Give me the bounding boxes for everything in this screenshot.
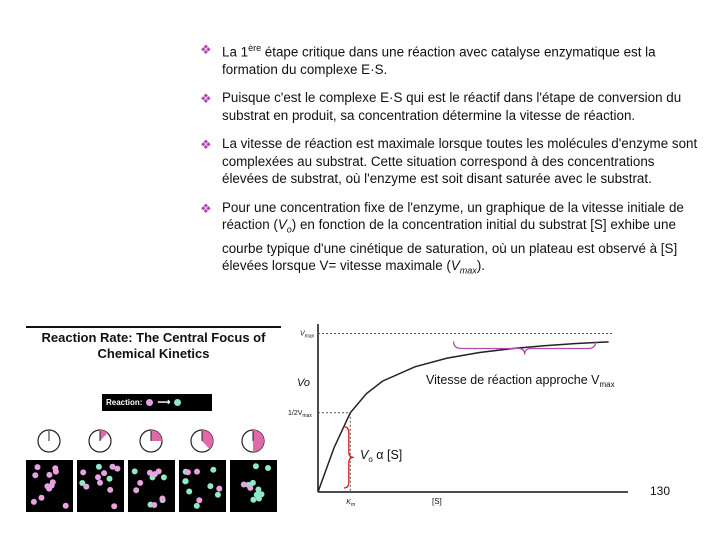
linear-region-brace — [344, 427, 354, 488]
molecule-dot — [253, 463, 259, 469]
linear-annotation: $V_o$ α [S] — [360, 448, 403, 464]
molecule-dot — [151, 502, 157, 508]
y-tick-vmax: $V_{max}$ — [300, 330, 315, 340]
bullet-text-part: Pour une concentration fixe de l'enzyme, un graphique de la vitesse initiale de réaction ( — [222, 199, 684, 233]
molecule-dot — [97, 480, 103, 486]
molecule-dot — [265, 465, 271, 471]
molecule-dot — [255, 492, 261, 498]
molecule-dot — [31, 499, 37, 505]
bullet-text-part: ) en fonction de la concentration initial du substrat [S] exhibe une courbe typique d'une cinétique de saturation, où un plateau est observé à [S] élevées lorsque V= vitesse maximale ( — [222, 217, 678, 274]
reaction-rate-title-line2: Chemical Kinetics — [97, 346, 210, 361]
reaction-rate-title-line1: Reaction Rate: The Central Focus of — [41, 330, 266, 345]
reactant-dot-icon — [146, 399, 153, 406]
bullet-text-superscript: ère — [248, 43, 262, 53]
bullet-item — [198, 89, 698, 124]
molecule-dot — [49, 483, 55, 489]
molecule-dot — [46, 472, 52, 478]
clock-icon — [87, 428, 113, 454]
molecule-dot — [207, 483, 213, 489]
plateau-annotation: Vitesse de réaction approche $V_{max}$ — [426, 373, 615, 389]
molecule-dot — [186, 489, 192, 495]
bullet-item — [198, 135, 698, 188]
diamond-bullet-icon: ❖ — [200, 91, 212, 107]
x-axis-label: [S] — [432, 497, 442, 506]
clock-icon — [36, 428, 62, 454]
clock-icon — [189, 428, 215, 454]
molecule-dot — [152, 471, 158, 477]
y-axis-label: Vo — [297, 377, 311, 389]
molecule-dot — [101, 470, 107, 476]
bullet-text-part: étape critique dans une réaction avec catalyse enzymatique est la formation du complexe E·S. — [222, 44, 656, 77]
molecule-dot — [83, 484, 89, 490]
page-number: 130 — [650, 484, 671, 498]
clock-icon — [240, 428, 266, 454]
molecule-dot — [39, 495, 45, 501]
molecule-dot — [63, 503, 69, 509]
product-dot-icon — [174, 399, 181, 406]
molecule-box — [26, 460, 73, 512]
molecule-dot — [250, 497, 256, 503]
bullet-item — [198, 199, 698, 280]
reaction-rate-figure — [26, 322, 281, 512]
vo-symbol: $V_o$ — [277, 217, 292, 236]
molecule-dot — [182, 478, 188, 484]
molecule-dot — [194, 503, 200, 509]
michaelis-menten-chart — [286, 318, 631, 508]
molecule-box-row — [26, 460, 281, 512]
bullet-text: Puisque c'est le complexe E·S qui est le réactif dans l'étape de conversion du substrat en produit, sa concentration détermine la vitesse de réaction. — [222, 90, 682, 123]
molecule-dot — [32, 472, 38, 478]
bullet-text-part: ). — [476, 258, 485, 274]
molecule-box — [230, 460, 277, 512]
diamond-bullet-icon: ❖ — [200, 42, 212, 57]
bullet-list — [198, 40, 698, 291]
x-tick-km: $K_m$ — [346, 499, 356, 508]
molecule-dot — [210, 467, 216, 473]
vmax-symbol: $V_{max}$ — [450, 258, 477, 276]
molecule-dot — [133, 487, 139, 493]
reaction-legend — [102, 394, 212, 411]
molecule-dot — [196, 497, 202, 503]
bullet-text: La vitesse de réaction est maximale lorsque toutes les molécules d'enzyme sont complexées au substrat. Cette situation correspond à des concentrations élevées de substrat, où l'enzyme est soit disant saturée avec le substrat. — [222, 136, 698, 187]
molecule-dot — [215, 492, 221, 498]
series-line — [318, 342, 609, 492]
molecule-dot — [159, 496, 165, 502]
clock-row — [26, 428, 281, 458]
molecule-dot — [110, 464, 116, 470]
diamond-bullet-icon: ❖ — [200, 137, 212, 153]
molecule-dot — [96, 464, 102, 470]
bullet-text-part: La 1 — [222, 44, 249, 60]
chart-svg — [286, 318, 631, 508]
molecule-dot — [194, 469, 200, 475]
reaction-legend-label: Reaction: — [106, 398, 143, 407]
molecule-box — [128, 460, 175, 512]
molecule-box — [179, 460, 226, 512]
reaction-rate-title — [26, 326, 281, 362]
bullet-item — [198, 40, 698, 78]
arrow-right-icon: ⟶ — [157, 397, 171, 407]
molecule-dot — [80, 469, 86, 475]
molecule-box — [77, 460, 124, 512]
molecule-dot — [35, 464, 41, 470]
molecule-dot — [185, 469, 191, 475]
molecule-dot — [107, 476, 113, 482]
molecule-dot — [216, 486, 222, 492]
molecule-dot — [111, 503, 117, 509]
molecule-dot — [137, 480, 143, 486]
molecule-dot — [247, 485, 253, 491]
molecule-dot — [53, 469, 59, 475]
molecule-dot — [132, 468, 138, 474]
diamond-bullet-icon: ❖ — [200, 200, 212, 216]
molecule-dot — [241, 482, 247, 488]
y-tick-half-vmax: $1/2V_{max}$ — [288, 409, 312, 419]
molecule-dot — [107, 487, 113, 493]
clock-icon — [138, 428, 164, 454]
molecule-dot — [95, 474, 101, 480]
molecule-dot — [161, 474, 167, 480]
